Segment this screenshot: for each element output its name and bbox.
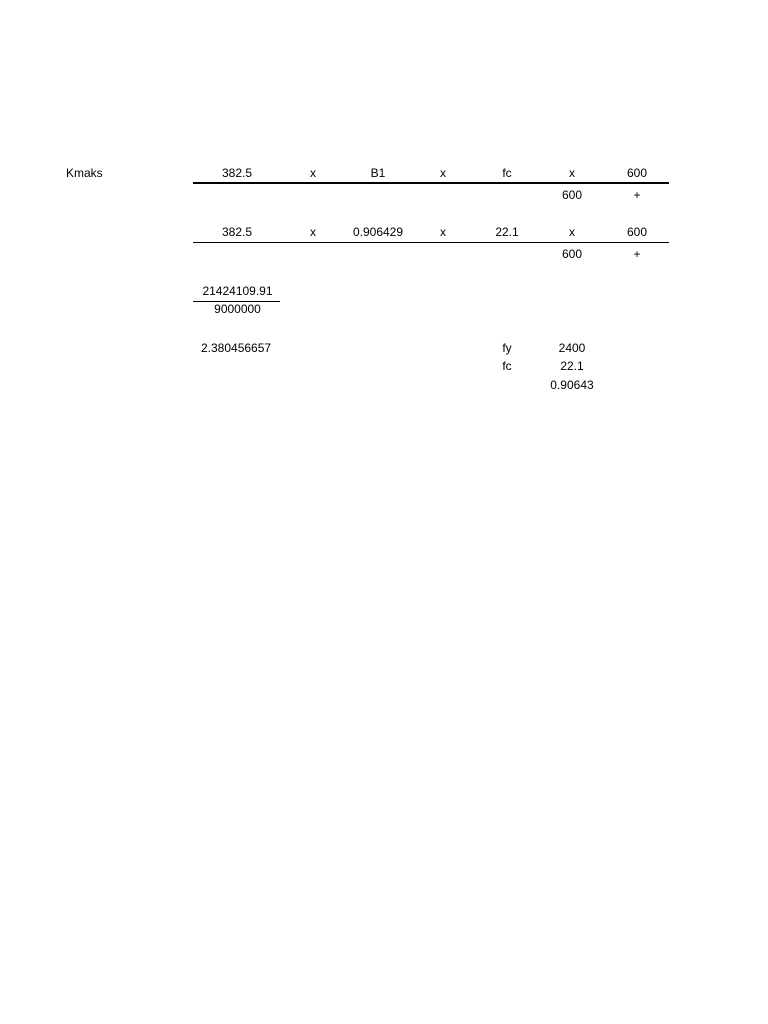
row3-underline	[193, 242, 669, 243]
param-name-b1	[482, 377, 532, 393]
row1-op2: x	[440, 166, 446, 180]
param-value-fc: 22.1	[560, 359, 584, 373]
row3-value-d: 600	[626, 225, 648, 239]
row1-op3: x	[569, 166, 575, 180]
row3-op1: x	[310, 225, 316, 239]
row1-value-c: fc	[502, 166, 512, 180]
row1-op1: x	[310, 166, 316, 180]
row1-value-a: 382.5	[221, 166, 253, 180]
row2-value-b: +	[633, 188, 641, 202]
row3-op2: x	[440, 225, 446, 239]
row3-op3: x	[569, 225, 575, 239]
param-name-fy: fy	[502, 341, 512, 355]
row1-underline	[193, 182, 669, 184]
fraction-numerator: 21424109.91	[202, 284, 273, 298]
row4-value-b: +	[633, 247, 641, 261]
row1-value-b: B1	[370, 166, 386, 180]
param-value-b1: 0.90643	[550, 378, 594, 392]
fraction-denominator: 9000000	[214, 302, 261, 316]
row3-value-a: 382.5	[221, 225, 253, 239]
row3-value-c: 22.1	[495, 225, 519, 239]
row3-value-b: 0.906429	[352, 225, 404, 239]
row1-value-d: 600	[626, 166, 648, 180]
param-name-fc: fc	[502, 359, 512, 373]
kmaks-label: Kmaks	[66, 166, 103, 180]
row4-value-a: 600	[561, 247, 583, 261]
param-value-fy: 2400	[558, 341, 586, 355]
result-value: 2.380456657	[201, 341, 272, 355]
row2-value-a: 600	[561, 188, 583, 202]
